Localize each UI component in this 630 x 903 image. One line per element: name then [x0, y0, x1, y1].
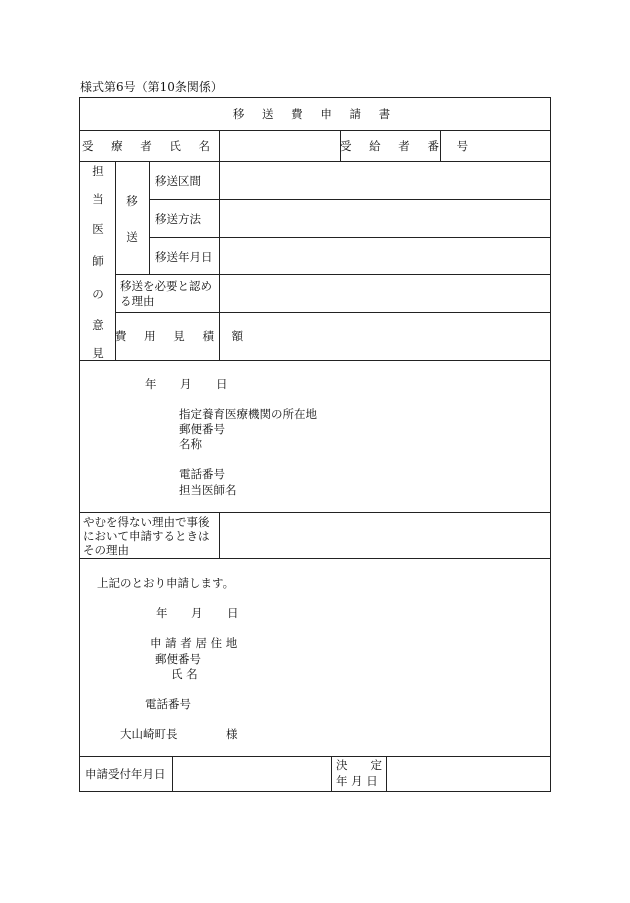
recipient-number-field[interactable] [441, 131, 550, 161]
cost-estimate-label: 費 用 見 積 額 [115, 329, 251, 343]
reason-field[interactable] [220, 275, 550, 312]
institution-date-month: 月 [180, 377, 192, 391]
addressee-label: 大山崎町長 [120, 727, 178, 741]
side-char-0: 担 [92, 164, 104, 178]
application-statement: 上記のとおり申請します。 [97, 576, 235, 590]
reason-label-line2: る理由 [120, 294, 155, 308]
line-h7 [80, 360, 550, 361]
patient-name-field[interactable] [220, 131, 340, 161]
institution-address-label: 指定養育医療機関の所在地 [179, 407, 317, 421]
side-char-2: 医 [92, 222, 104, 236]
form-title: 移 送 費 申 請 書 [232, 107, 398, 121]
line-v-transfer [149, 161, 150, 274]
institution-phone-label: 電話番号 [179, 467, 225, 481]
transfer-method-label: 移送方法 [155, 212, 201, 226]
received-date-label: 申請受付年月日 [85, 767, 166, 781]
applicant-postal-label: 郵便番号 [155, 652, 201, 666]
transfer-date-field[interactable] [220, 238, 550, 274]
applicant-date-month: 月 [191, 606, 203, 620]
side-char-1: 当 [92, 192, 104, 206]
institution-date-day: 日 [216, 377, 228, 391]
late-reason-line3: その理由 [83, 543, 129, 557]
institution-date-year: 年 [145, 377, 157, 391]
patient-name-label: 受 療 者 氏 名 [81, 139, 218, 153]
institution-doctor-label: 担当医師名 [179, 483, 237, 497]
side-char-5: 意 [92, 318, 104, 332]
honorific-label: 様 [226, 727, 238, 741]
applicant-date-day: 日 [227, 606, 239, 620]
reason-label-line1: 移送を必要と認め [120, 279, 212, 293]
late-reason-line2: において申請するときは [83, 529, 210, 543]
transfer-section-label: 移送区間 [155, 174, 201, 188]
institution-name-label: 名称 [179, 437, 202, 451]
recipient-number-label: 受 給 者 番 号 [340, 139, 476, 153]
received-date-field[interactable] [173, 757, 331, 791]
side-char-3: 師 [92, 254, 104, 268]
transfer-section-field[interactable] [220, 162, 550, 199]
line-h9 [80, 558, 550, 559]
form-number-label: 様式第6号（第10条関係） [80, 80, 223, 94]
late-reason-line1: やむを得ない理由で事後 [83, 515, 210, 529]
applicant-address-label: 申 請 者 居 住 地 [150, 636, 238, 650]
decision-label-line2: 年 月 日 [336, 774, 378, 788]
side-char-6: 見 [92, 346, 104, 360]
transfer-method-field[interactable] [220, 200, 550, 237]
institution-postal-label: 郵便番号 [179, 422, 225, 436]
transfer-char-1: 送 [126, 230, 138, 244]
applicant-name-label: 氏 名 [171, 667, 198, 681]
transfer-char-0: 移 [126, 194, 138, 208]
decision-label-line1: 決 定 [336, 758, 382, 772]
decision-date-field[interactable] [387, 757, 550, 791]
line-v-decision [331, 756, 332, 791]
application-form [79, 97, 551, 792]
applicant-phone-label: 電話番号 [145, 697, 191, 711]
cost-estimate-field[interactable] [220, 313, 550, 360]
applicant-date-year: 年 [156, 606, 168, 620]
late-reason-field[interactable] [220, 513, 550, 558]
transfer-date-label: 移送年月日 [155, 250, 213, 264]
side-char-4: の [92, 287, 104, 301]
